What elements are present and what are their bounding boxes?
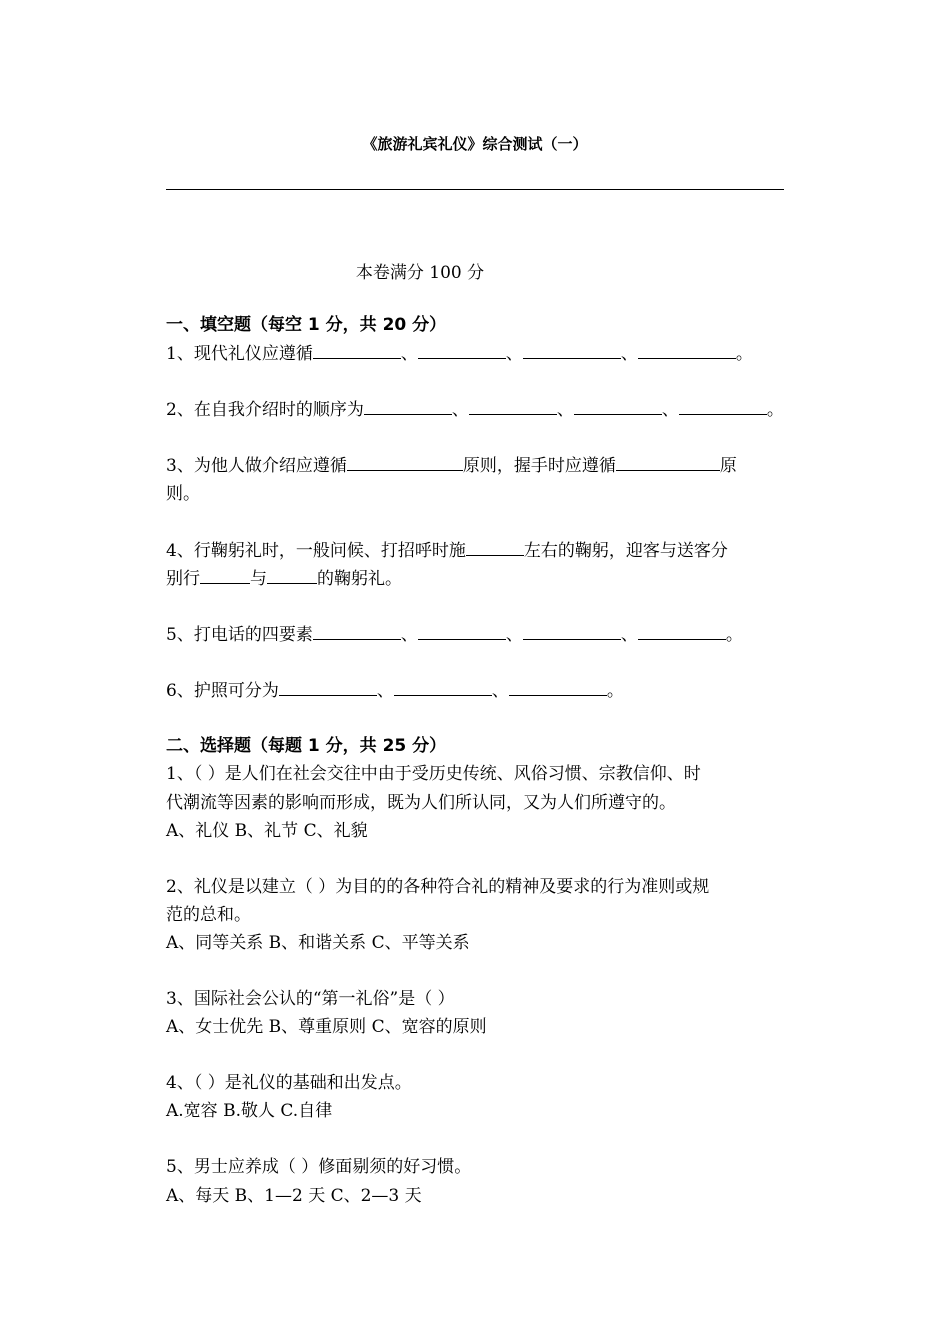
fill-question-4-cont: [166, 567, 402, 590]
answer-blank[interactable]: [418, 342, 506, 359]
answer-blank[interactable]: [523, 342, 621, 359]
period: 。: [735, 344, 753, 364]
answer-blank[interactable]: [523, 623, 621, 640]
answer-blank[interactable]: [574, 398, 662, 415]
choice-options-2: A、同等关系 B、和谐关系 C、平等关系: [166, 933, 470, 953]
q3-tail-text: 原: [719, 456, 737, 476]
separator: 、: [451, 400, 469, 420]
q5-text: 5、打电话的四要素: [166, 625, 313, 645]
answer-blank[interactable]: [267, 567, 317, 584]
q1-text: 1、现代礼仪应遵循: [166, 344, 313, 364]
q4-line2-text: 别行: [166, 569, 200, 589]
choice-question-2: 2、礼仪是以建立（ ）为目的的各种符合礼的精神及要求的行为准则或规: [166, 877, 710, 897]
q6-text: 6、护照可分为: [166, 681, 279, 701]
choice-question-4: 4、（ ）是礼仪的基础和出发点。: [166, 1073, 412, 1093]
answer-blank[interactable]: [638, 342, 736, 359]
choice-question-3: 3、国际社会公认的“第一礼俗”是（ ）: [166, 989, 455, 1009]
separator: 、: [620, 625, 638, 645]
fill-question-3: [166, 454, 737, 477]
score-line: 本卷满分 100 分: [355, 263, 485, 283]
fill-question-3-cont: 则。: [166, 484, 200, 504]
answer-blank[interactable]: [679, 398, 767, 415]
section1-heading: 一、填空题（每空 1 分，共 20 分）: [166, 315, 447, 335]
fill-question-4: [166, 539, 728, 562]
answer-blank[interactable]: [364, 398, 452, 415]
separator: 、: [620, 344, 638, 364]
choice-question-2-cont: 范的总和。: [166, 905, 251, 925]
q3-mid-text: 原则，握手时应遵循: [462, 456, 616, 476]
period: 。: [725, 625, 743, 645]
fill-question-1: [166, 342, 753, 365]
q3-text: 3、为他人做介绍应遵循: [166, 456, 347, 476]
separator: 、: [505, 625, 523, 645]
answer-blank[interactable]: [469, 398, 557, 415]
answer-blank[interactable]: [616, 454, 720, 471]
answer-blank[interactable]: [279, 679, 377, 696]
separator: 、: [376, 681, 394, 701]
q2-text: 2、在自我介绍时的顺序为: [166, 400, 364, 420]
q4-text: 4、行鞠躬礼时，一般问候、打招呼时施: [166, 541, 466, 561]
answer-blank[interactable]: [313, 342, 401, 359]
section2-heading: 二、选择题（每题 1 分，共 25 分）: [166, 736, 447, 756]
separator: 、: [400, 344, 418, 364]
answer-blank[interactable]: [509, 679, 607, 696]
answer-blank[interactable]: [638, 623, 726, 640]
answer-blank[interactable]: [200, 567, 250, 584]
q4-mid-text: 左右的鞠躬，迎客与送客分: [523, 541, 728, 561]
choice-options-5: A、每天 B、1—2 天 C、2—3 天: [166, 1186, 422, 1206]
separator: 、: [505, 344, 523, 364]
answer-blank[interactable]: [347, 454, 463, 471]
answer-blank[interactable]: [418, 623, 506, 640]
separator: 、: [661, 400, 679, 420]
choice-question-1: 1、（ ）是人们在社会交往中由于受历史传统、风俗习惯、宗教信仰、时: [166, 764, 701, 784]
choice-question-1-cont: 代潮流等因素的影响而形成，既为人们所认同，又为人们所遵守的。: [166, 793, 676, 813]
period: 。: [766, 400, 784, 420]
q4-line2-end: 的鞠躬礼。: [317, 569, 402, 589]
fill-question-2: [166, 398, 784, 421]
fill-question-6: [166, 679, 624, 702]
choice-options-4: A.宽容 B.敬人 C.自律: [166, 1101, 333, 1121]
answer-blank[interactable]: [313, 623, 401, 640]
choice-question-5: 5、男士应养成（ ）修面剔须的好习惯。: [166, 1157, 472, 1177]
choice-options-3: A、女士优先 B、尊重原则 C、宽容的原则: [166, 1017, 487, 1037]
answer-blank[interactable]: [466, 539, 524, 556]
answer-blank[interactable]: [394, 679, 492, 696]
document-title: 《旅游礼宾礼仪》综合测试（一）: [362, 135, 588, 153]
choice-options-1: A、礼仪 B、礼节 C、礼貌: [166, 821, 368, 841]
header-divider: [166, 189, 784, 190]
separator: 、: [400, 625, 418, 645]
q4-line2-mid: 与: [250, 569, 267, 589]
separator: 、: [491, 681, 509, 701]
period: 。: [606, 681, 624, 701]
separator: 、: [556, 400, 574, 420]
fill-question-5: [166, 623, 743, 646]
